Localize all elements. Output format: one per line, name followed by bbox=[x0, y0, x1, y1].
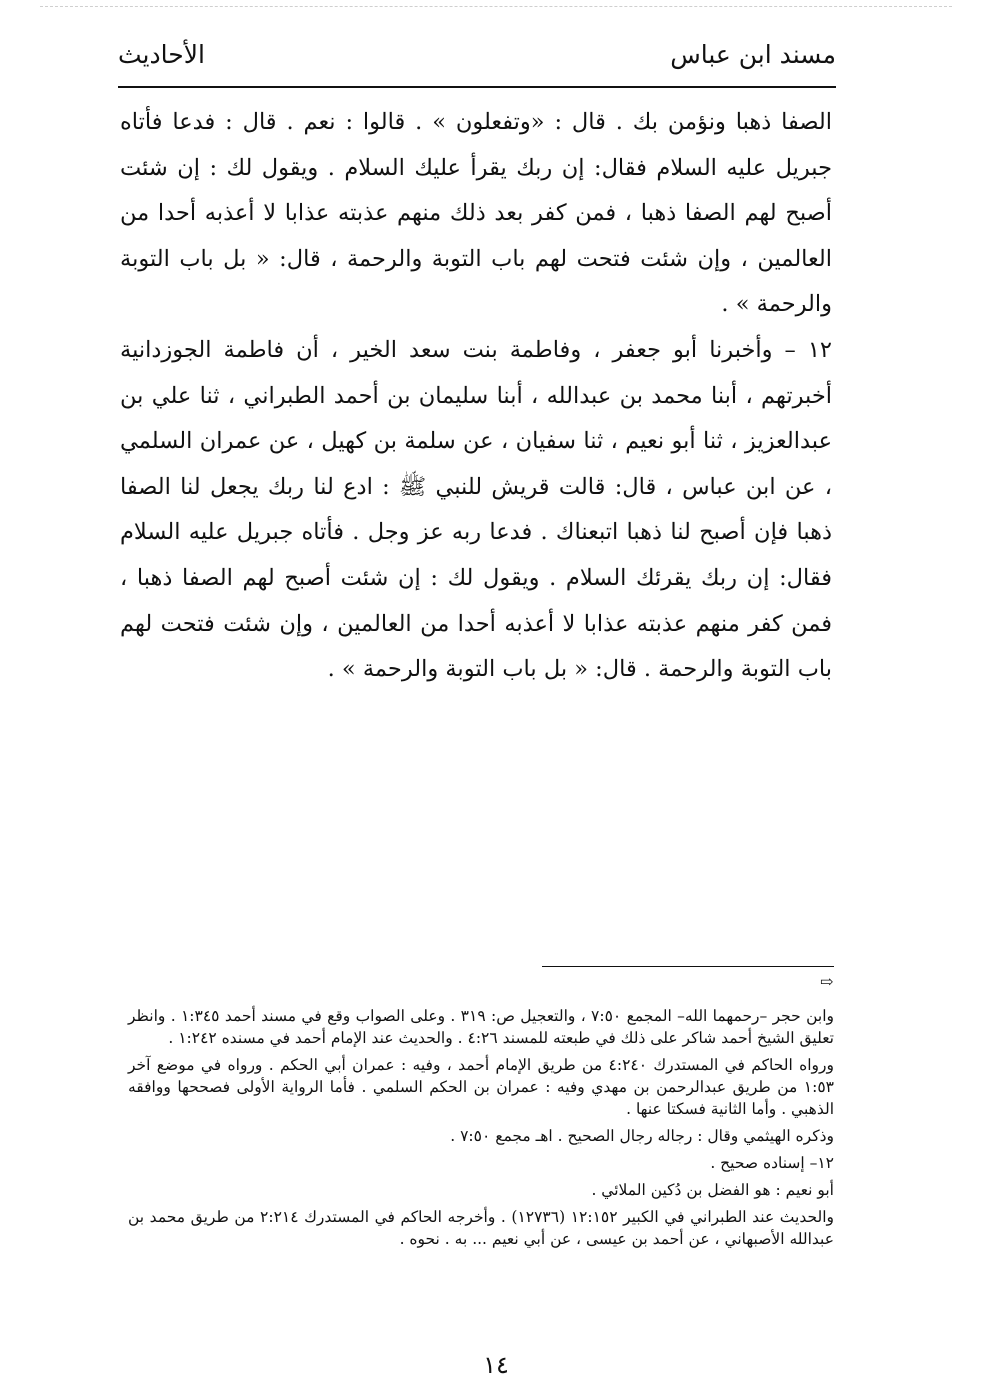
scan-edge-mark bbox=[40, 6, 952, 7]
main-text bbox=[120, 100, 832, 693]
continuation-arrow-icon: ⇨ bbox=[820, 972, 834, 991]
header-rule bbox=[118, 86, 836, 88]
footnote-item: والحديث عند الطبراني في الكبير ١٢:١٥٢ (١٢٧٣٦) . وأخرجه الحاكم في المستدرك ٢:٢١٤ من طريق محمد بن عبدالله الأصبهاني ، عن أحمد بن عيسى ، عن أبي نعيم ... به . نحوه . bbox=[128, 1208, 834, 1248]
section-title: الأحاديث bbox=[118, 40, 205, 69]
footnote-item: أبو نعيم : هو الفضل بن دُكين الملائي . bbox=[591, 1181, 834, 1199]
page-number: ١٤ bbox=[483, 1351, 509, 1379]
footnote-separator bbox=[542, 966, 834, 967]
footnote-item: وذكره الهيثمي وقال : رجاله رجال الصحيح . اهـ مجمع ٧:٥٠ . bbox=[450, 1127, 834, 1145]
running-header bbox=[118, 38, 836, 86]
footnote-item: ورواه الحاكم في المستدرك ٤:٢٤٠ من طريق الإمام أحمد ، وفيه : عمران أبي الحكم . ورواه في موضع آخر ١:٥٣ من طريق عبدالرحمن بن مهدي وفيه : عمران بن الحكم السلمي . فأما الرواية الأولى فصححها ووافقه الذهبي . وأما الثانية فسكتا عنها . bbox=[128, 1056, 834, 1118]
paragraph-continuation: الصفا ذهبا ونؤمن بك . قال : «وتفعلون » . قالوا : نعم . قال : فدعا فأتاه جبريل عليه السلام فقال: إن ربك يقرأ عليك السلام . ويقول لك : إن شئت أصبح لهم الصفا ذهبا ، فمن كفر بعد ذلك منهم عذبته عذابا لا أعذبه أحدا من العالمين ، وإن شئت فتحت لهم باب التوبة والرحمة ، قال: « بل باب التوبة والرحمة » . bbox=[120, 109, 832, 318]
footnote-item: ١٢– إسناده صحيح . bbox=[710, 1154, 834, 1172]
footnote-item: وابن حجر –رحمهما الله– المجمع ٧:٥٠ ، والتعجيل ص: ٣١٩ . وعلى الصواب وقع في مسند أحمد ١:٣٤٥ . وانظر تعليق الشيخ أحمد شاكر على ذلك في طبعته للمسند ٤:٢٦ . والحديث عند الإمام أحمد في مسنده ١:٢٤٢ . bbox=[128, 1007, 834, 1047]
footnotes bbox=[128, 1005, 834, 1255]
paragraph-hadith-12: ١٢ – وأخبرنا أبو جعفر ، وفاطمة بنت سعد الخير ، أن فاطمة الجوزدانية أخبرتهم ، أبنا محمد بن عبدالله ، أبنا سليمان بن أحمد الطبراني ، ثنا علي بن عبدالعزيز ، ثنا أبو نعيم ، ثنا سفيان ، عن سلمة بن كهيل ، عن عمران السلمي ، عن ابن عباس ، قال: قالت قريش للنبي ﷺ : ادع لنا ربك يجعل لنا الصفا ذهبا فإن أصبح لنا ذهبا اتبعناك . فدعا ربه عز وجل . فأتاه جبريل عليه السلام فقال: إن ربك يقرئك السلام . ويقول لك : إن شئت أصبح لهم الصفا ذهبا ، فمن كفر منهم عذبته عذابا لا أعذبه أحدا من العالمين ، وإن شئت فتحت لهم باب التوبة والرحمة . قال: « بل باب التوبة والرحمة » . bbox=[120, 336, 832, 683]
book-title: مسند ابن عباس bbox=[670, 40, 836, 69]
